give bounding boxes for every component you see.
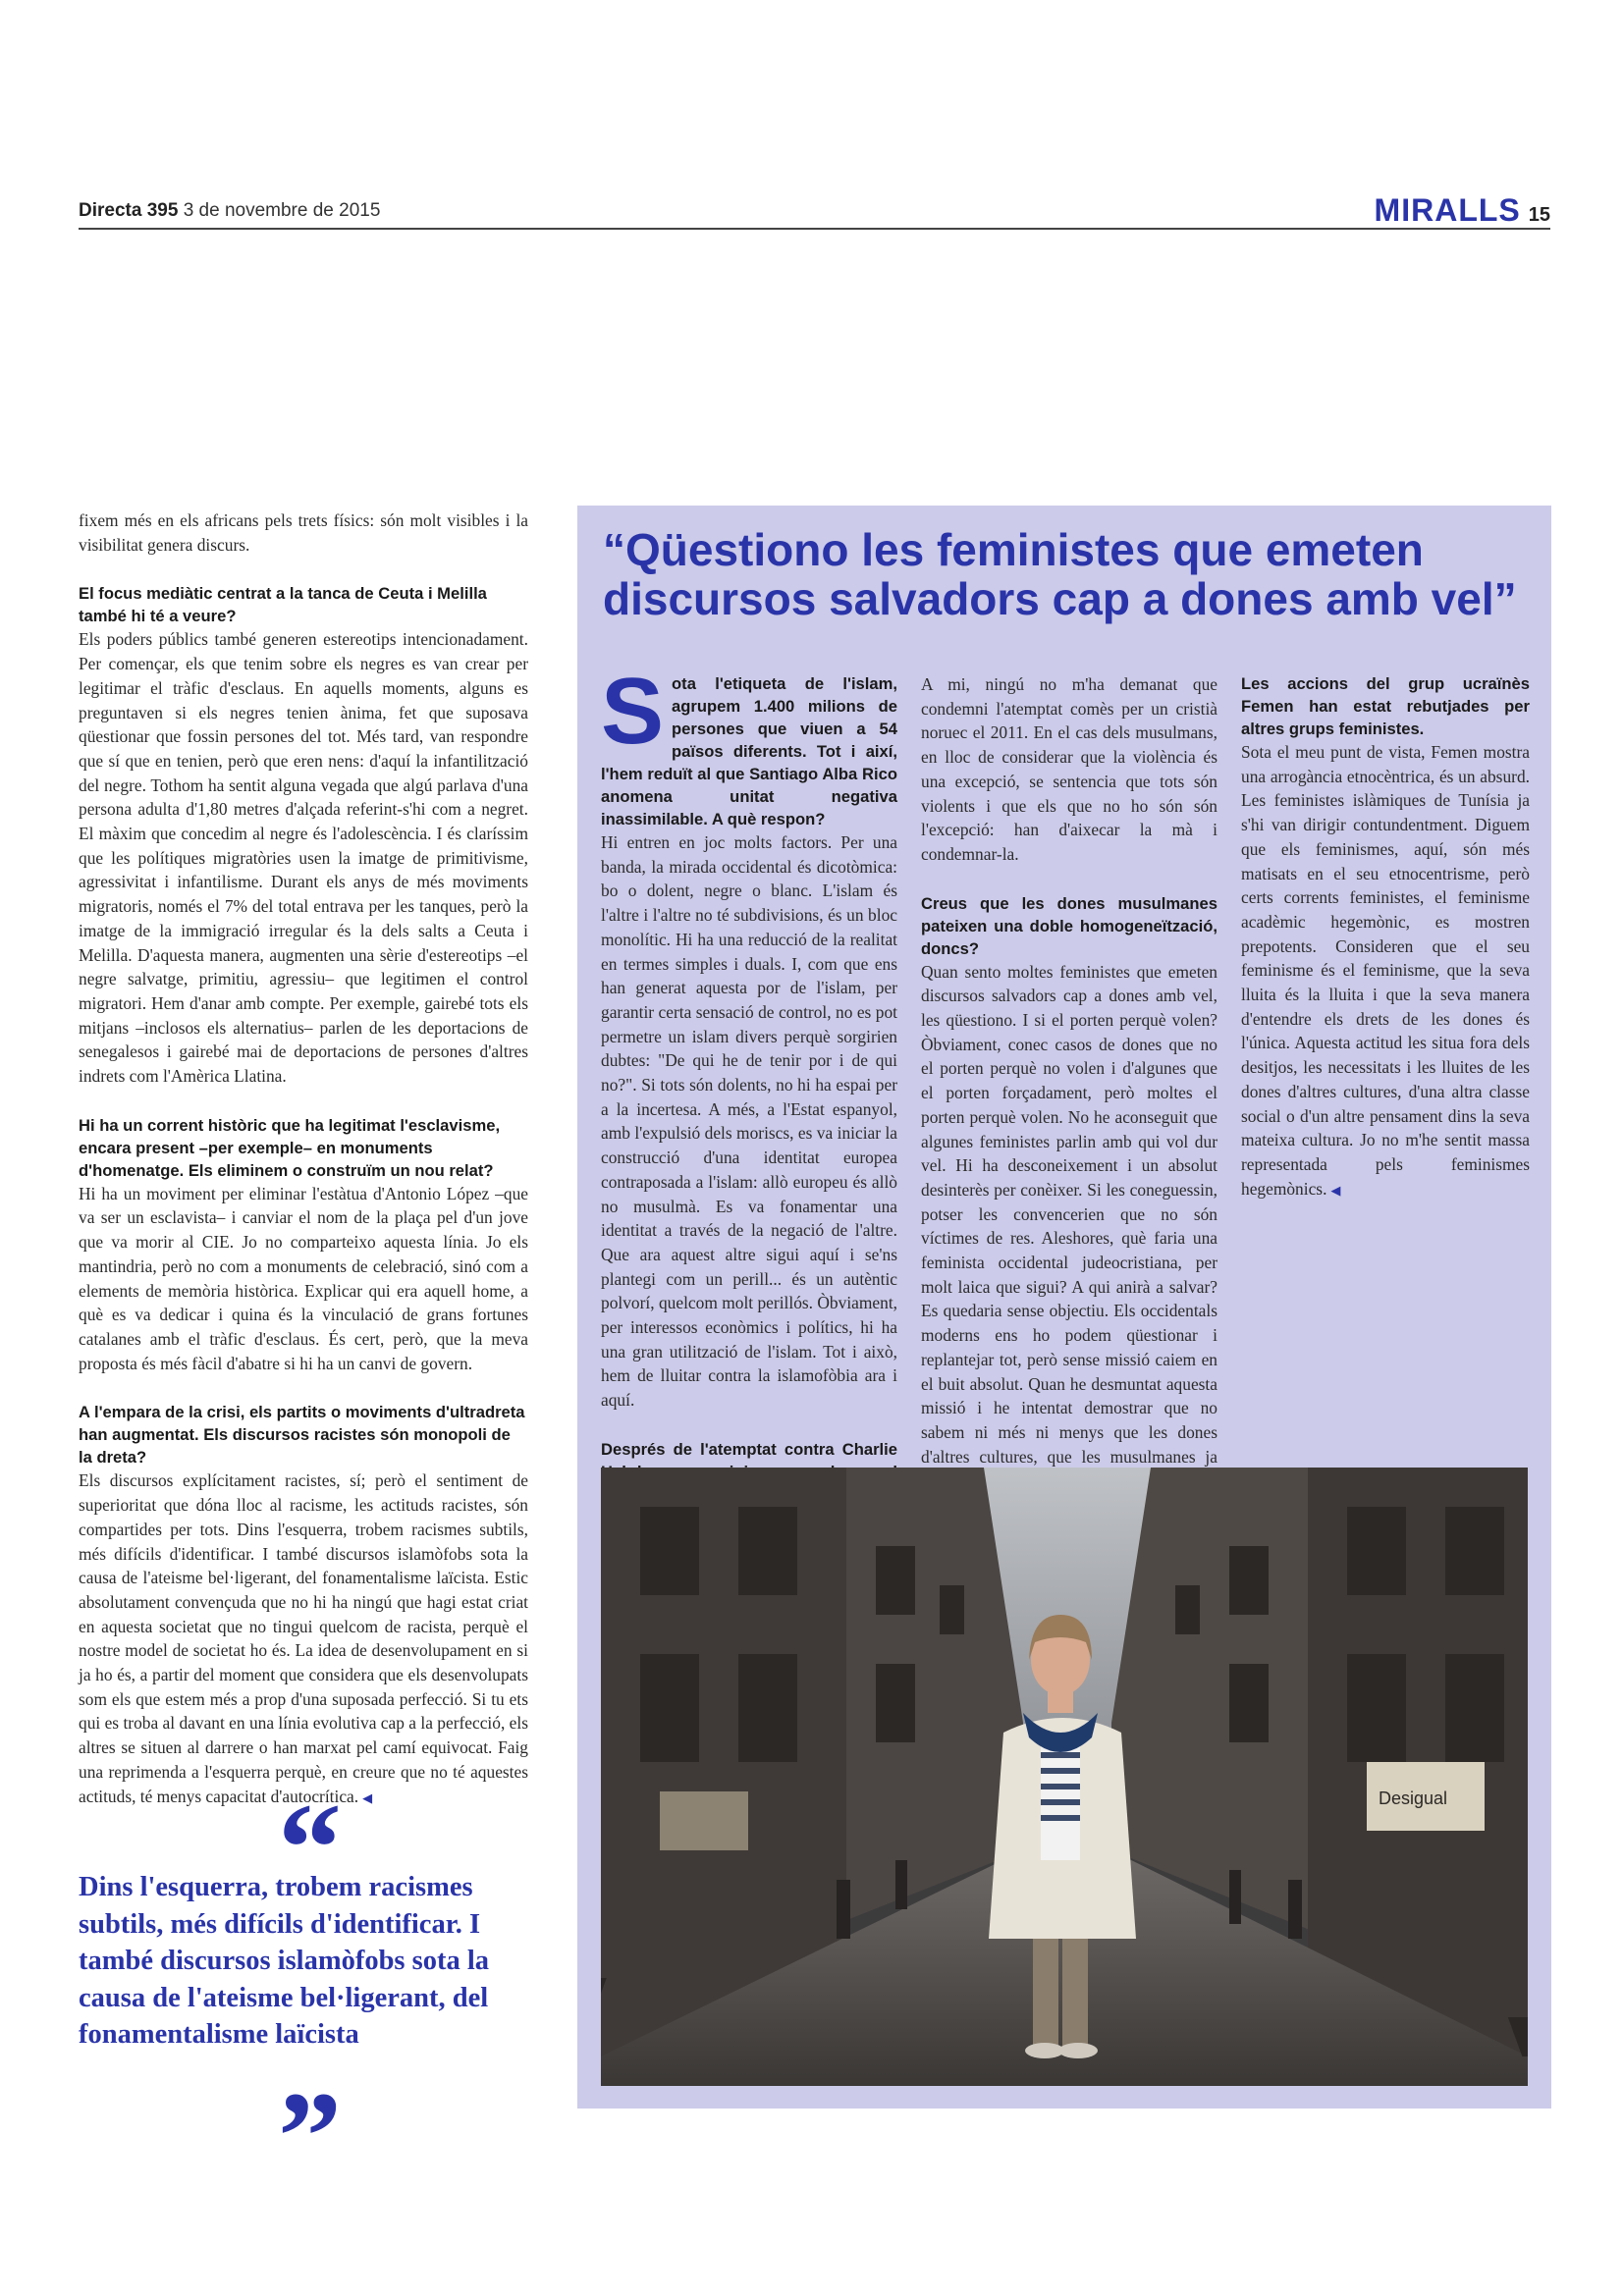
intro-paragraph: fixem més en els africans pels trets físics: són molt visibles i la visibilitat genera discurs. [79,510,528,555]
box-answer-2: A mi, ningú no m'ha demanat que condemni l'atemptat comès per un cristià noruec el 2011. En el cas dels musulmans, en lloc de considerar que la violència és una excepció, se sentencia que tots són violents i que els que no ho són són l'excepció: han d'aixecar la mà i condemnar-la. [921,674,1217,864]
box-question-4: Les accions del grup ucraïnès Femen han estat rebutjades per altres grups feministes. [1241,674,1530,738]
question-3: A l'empara de la crisi, els partits o moviments d'ultradreta han augmentat. Els discursos racistes són monopoli de la dreta? [79,1403,525,1468]
interview-box [577,506,1551,2109]
box-column-1 [601,659,897,1551]
lead-question-text: ota l'etiqueta de l'islam, agrupem 1.400 milions de persones que viuen a 54 països diferents. Tot i així, l'hem reduït al que Santiago Alba Rico anomena unitat negativa inassimilable. A què respon? [601,674,897,828]
box-question-2: Després de l'atemptat contra Charlie [601,1439,897,1459]
box-column-2 [921,672,1217,1518]
section-header [1375,192,1550,229]
publication-name: Directa 395 [79,200,179,221]
answer-1: Els poders públics també generen estereotips intencionadament. Per començar, els que tenim sobre els negres es van crear per legitimar el tràfic d'esclaus. En aquells moments, alguns es preguntaven si els negres tenien ànima, fet que suposava qüestionar que fossin persones del tot. Més tard, van respondre que sí que en tenien, però que eren nens: d'aquí la infantilització del negre. Tothom ha sentit alguna vegada que algú parlava d'una persona adulta d'1,80 metres d'alçada referint-s'hi com a negret. El màxim que concedim al negre és l'adolescència. I és claríssim que les polítiques migratòries usen la imatge de primitivisme, agressivitat i infantilisme. Durant els anys de més moviments migratoris, només el 7% del total entrava per les tanques, però la imatge de la immigració irregular és la dels salts a Ceuta i Melilla. D'aquesta manera, augmenten una sèrie d'estereotips –el negre salvatge, primitiu, agressiu– que legitimen el control migratori. Hem d'anar amb compte. Per exemple, gairebé tots els mitjans –inclosos els alternatius– parlen de les deportacions de senegalesos i gairebé mai de deportacions de persones d'altres indrets com l'Amèrica Llatina. [79,629,528,1087]
end-triangle-icon: ◀ [1330,1182,1341,1198]
box-column-3 [1241,672,1530,1202]
shop-sign: Desigual [1379,1789,1448,1808]
box-answer-4 [1241,740,1530,1202]
page-number: 15 [1528,204,1550,226]
left-column [79,508,528,1810]
lead-question [601,659,897,830]
issue-date: 3 de novembre de 2015 [183,200,381,221]
answer-3 [79,1468,528,1810]
box-question-3: Creus que les dones musulmanes pateixen una doble homogeneïtzació, doncs? [921,893,1217,958]
header-rule [79,228,1550,230]
question-2: Hi ha un corrent històric que ha legitimat l'esclavisme, encara present –per exemple– en monuments d'homenatge. Els eliminem o construïm un nou relat? [79,1115,501,1180]
street-portrait-photo [601,1468,1528,2086]
answer-3-text: Els discursos explícitament racistes, sí; però el sentiment de superioritat que dóna lloc al racisme, les actituds racistes, són compartides per tots. Dins l'esquerra, trobem racismes subtils, més difícils d'identificar. I també discursos islamòfobs sota la causa de l'ateisme bel·ligerant, del fonamentalisme laïcista. Estic absolutament convençuda que no hi ha ningú que hagi estat criat en aquesta societat que no tingui quelcom de racista, perquè el nostre model de societat ho és. La idea de desenvolupament en si ja ho és, a partir del moment que considera que els desenvolupats som els que estem més a prop d'una suposada perfecció. Si tu ets qui es troba al davant en una línia evolutiva cap a la perfecció, els altres se situen al darrere o han marxat pel camí equivocat. Faig una reprimenda a l'esquerra perquè, en creure que no té aquestes actituds, té menys capacitat d'autocrítica. [79,1470,528,1806]
answer-2: Hi ha un moviment per eliminar l'estàtua d'Antonio López –que va ser un esclavista– i canviar el nom de la plaça pel d'un jove que va morir al CIE. Jo no comparteixo aquesta línia. Jo els mantindria, però no com a monuments de celebració, sinó com a elements de memòria històrica. Explicar qui era aquell home, a què es va dedicar i quina és la vinculació de grans fortunes catalanes amb el tràfic d'esclaus. És cert, però, que la meva proposta és més fàcil d'abatre si hi ha un canvi de govern. [79,1183,528,1373]
pullquote-open-mark: “ [278,1778,342,1919]
box-answer-3: Quan sento moltes feministes que emeten discursos salvadors cap a dones amb vel, les qüestiono. I si el porten perquè volen? Òbviament, conec casos de dones que no el porten perquè no volen i d'algunes que el porten forçadament, però moltes el porten perquè volen. No he aconseguit que algunes feministes parlin amb qui vol dur vel. Hi ha desconeixement i un absolut desinterès per conèixer. Si les coneguessin, potser les convencerien que no són víctimes de res. Aleshores, què faria una feminista occidental judeocristiana, per molt laica que sigui? A qui anirà a salvar? Es quedaria sense objectiu. Els occidentals moderns ens ho podem qüestionar i replantejar tot, però sense missió caiem en el buit absolut. Quan he desmuntat aquesta missió i he intentat demostrar que no sabem ni més ni menys que les dones d'altres cultures, que les musulmanes ja [921,961,1217,1467]
box-answer-4-text: Sota el meu punt de vista, Femen mostra una arrogància etnocèntrica, és un absurd. Les feministes islàmiques de Tunísia ja s'hi van dirigir contundentment. Diguem que els feminismes, aquí, són més matisats en el seu etnocentrisme, però certs corrents feministes, el feminisme acadèmic hegemònic, es mostren prepotents. Consideren que el seu feminisme és el feminisme, que la seva lluita és la lluita i que la seva manera d'entendre els drets de les dones és l'única. Aquesta actitud les situa fora dels desitjos, les necessitats i les lluites de les dones d'altres cultures, d'una altra classe social o d'un altre pensament dins la seva mateixa cultura. Jo no m'he sentit massa representada pels feminismes hegemònics. [1241,742,1530,1199]
question-1: El focus mediàtic centrat a la tanca de Ceuta i Melilla també hi té a veure? [79,584,487,626]
drop-cap: S [601,659,665,764]
pullquote-close-mark: ” [278,2066,342,2208]
end-triangle-icon: ◀ [362,1789,373,1805]
section-name: MIRALLS [1374,192,1521,228]
box-title: “Qüestiono les feministes que emeten discursos salvadors cap a dones amb vel” [603,524,1517,624]
running-header [79,200,380,222]
box-answer-1: Hi entren en joc molts factors. Per una banda, la mirada occidental és dicotòmica: bo o dolent, negre o blanc. L'islam és l'altre i l'altre no té subdivisions, és un bloc monolític. Hi ha una reducció de la realitat en termes simples i duals. I, com que ens han generat aquesta por de l'islam, per garantir certa sensació de control, no es pot permetre un islam divers perquè sorgirien dubtes: "De qui he de tenir por i de qui no?". Si tots són dolents, no hi ha espai per a la incertesa. A més, a l'Estat espanyol, amb l'expulsió dels moriscs, es va iniciar la construcció d'una identitat europea contraposada a l'islam: allò europeu és allò no musulmà. Es va fonamentar una identitat a través de la negació de l'altre. Que ara aquest altre sigui aquí i se'ns plantegi com un perill... és un autèntic polvorí, quelcom molt perillós. Òbviament, per interessos econòmics i polítics, hi ha una gran utilització de l'islam. Tot i això, hem de lluitar contra la islamofòbia ara i aquí. [601,832,897,1411]
pullquote-text: Dins l'esquerra, trobem racismes subtils, més difícils d'identificar. I també discursos islamòfobs sota la causa de l'ateisme bel·ligerant, del fonamentalisme laïcista [79,1872,490,2050]
